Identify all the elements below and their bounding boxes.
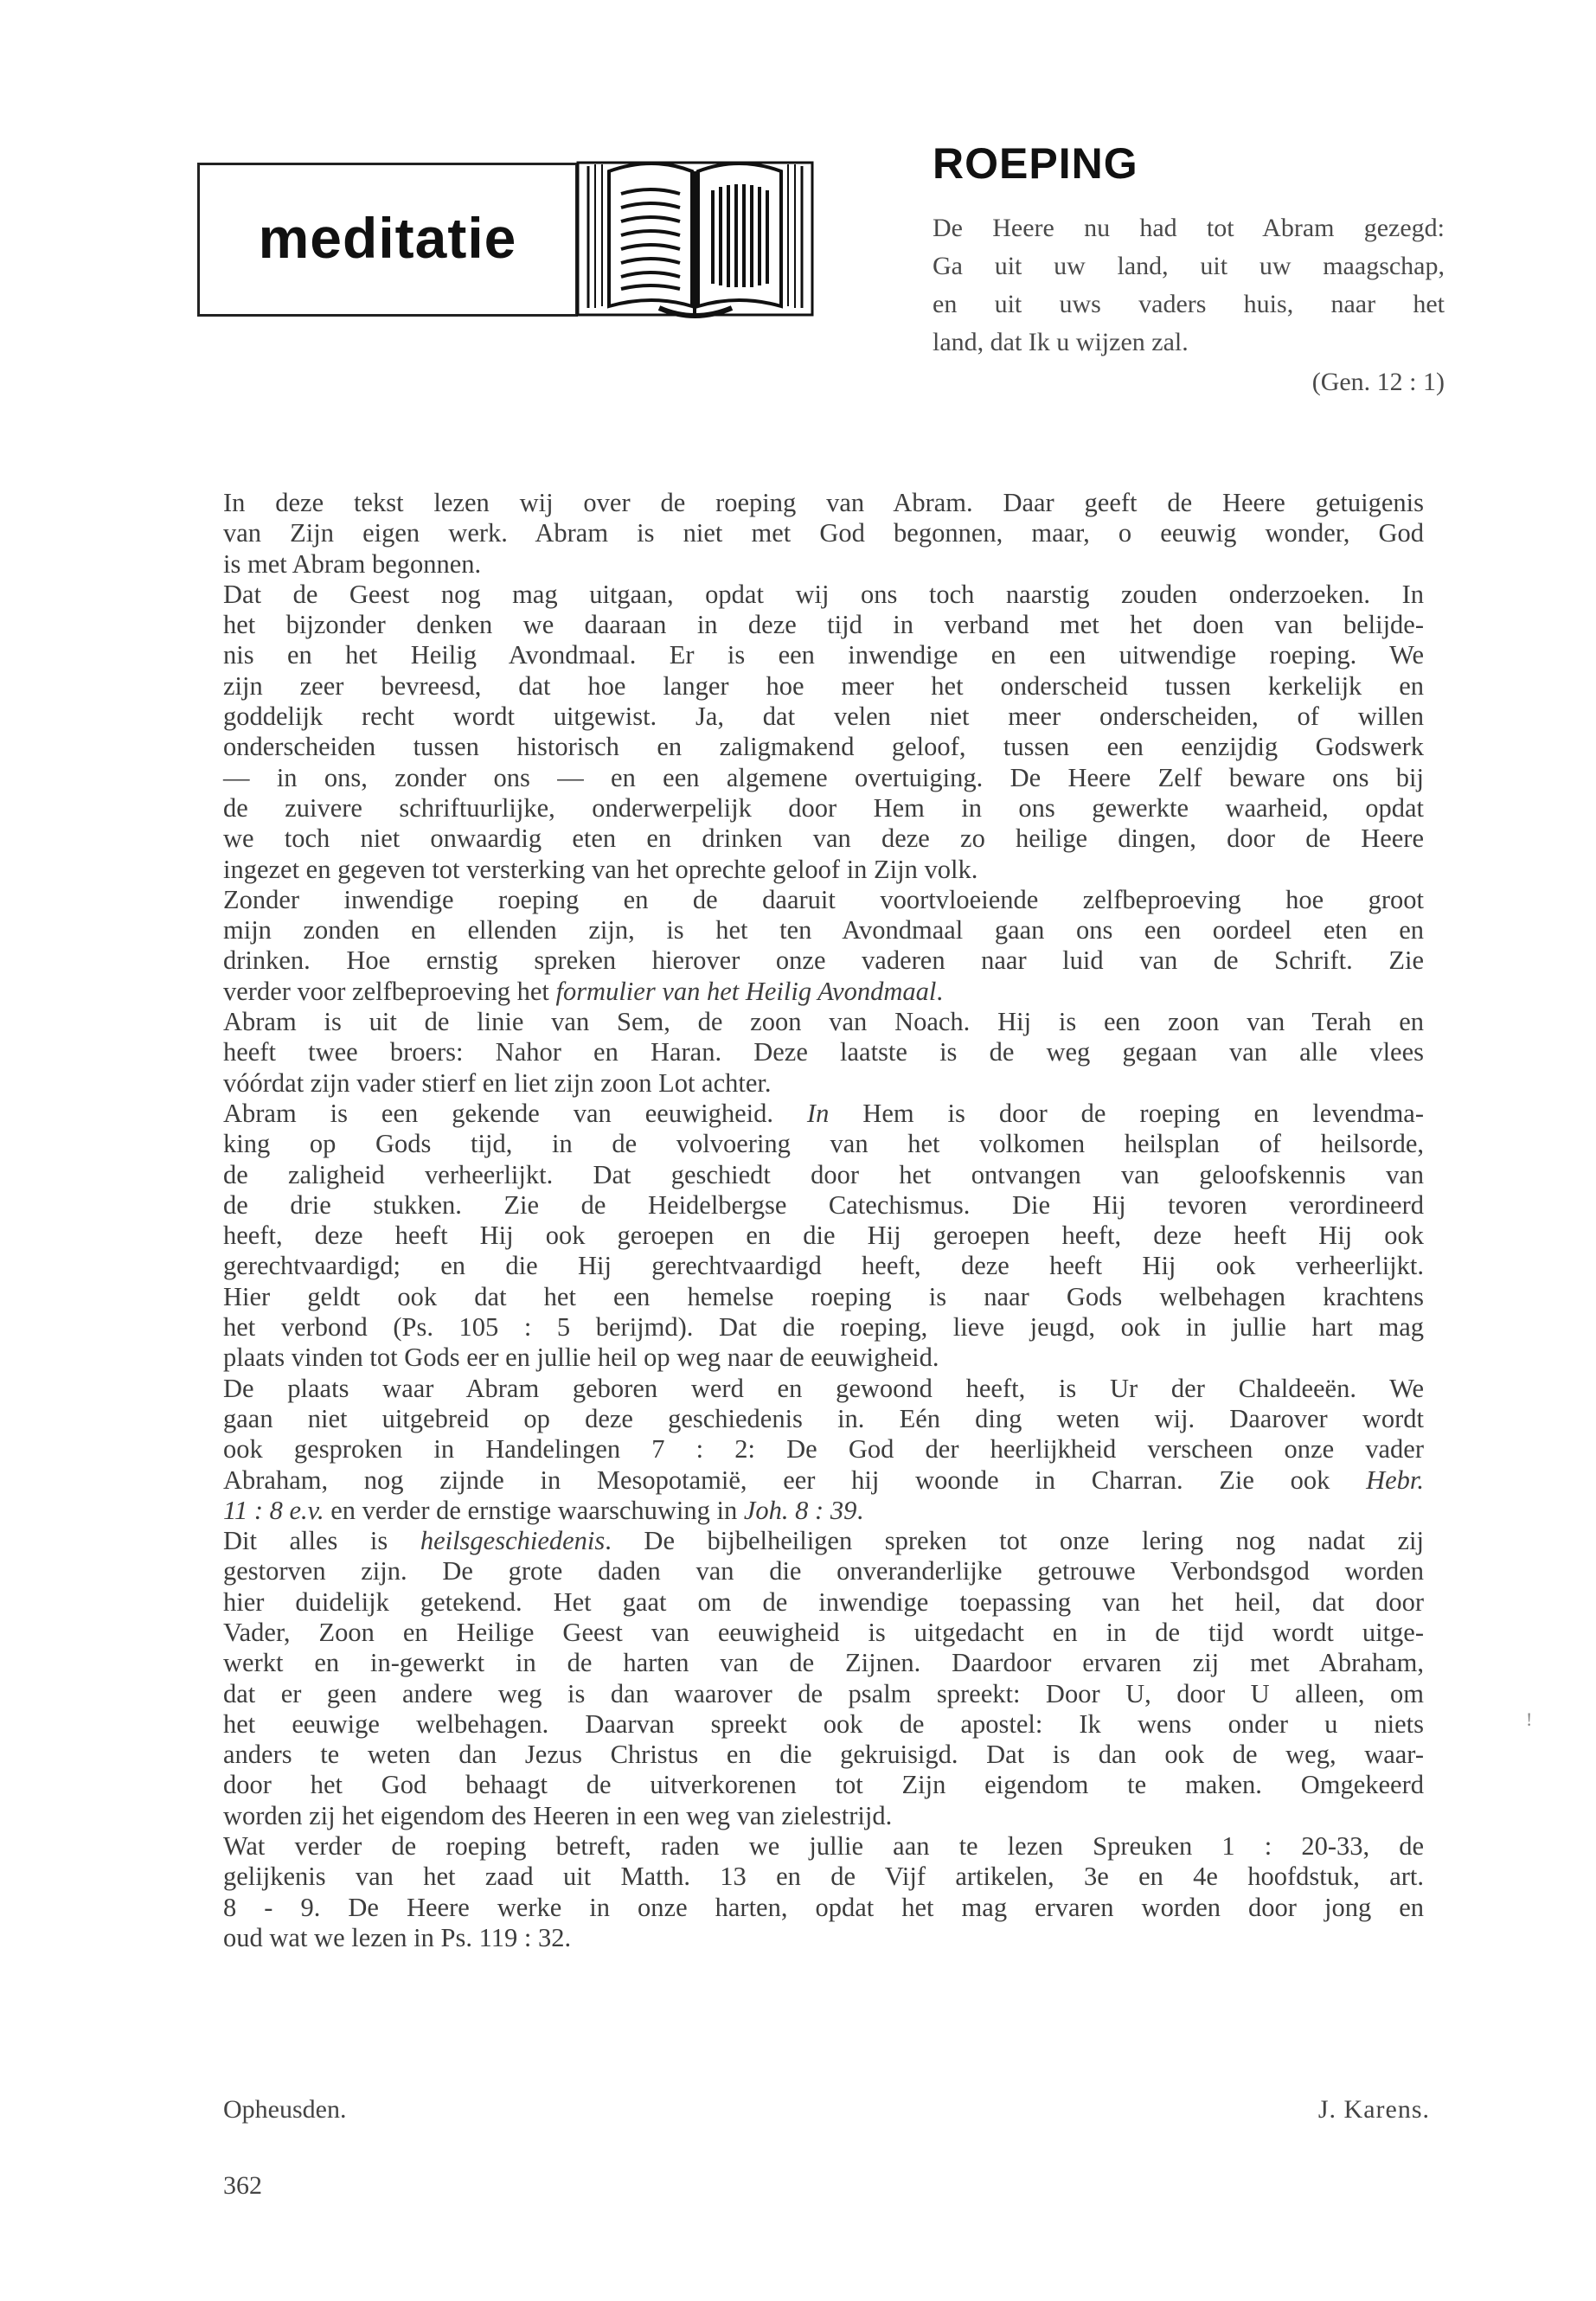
- paragraph: [223, 1831, 1424, 1953]
- body-line: van Zijn eigen werk. Abram is niet met God begonnen, maar, o eeuwig wonder, God: [223, 518, 1424, 548]
- body-line: plaats vinden tot Gods eer en jullie heil op weg naar de eeuwigheid.: [223, 1343, 939, 1373]
- body-line: de zuivere schriftuurlijke, onderwerpelijk door Hem in ons gewerkte waarheid, opdat: [223, 792, 1424, 823]
- motto-line: en uit uws vaders huis, naar het: [933, 290, 1445, 318]
- article-title: ROEPING: [933, 139, 1138, 188]
- body-line: mijn zonden en ellenden zijn, is het ten Avondmaal gaan ons een oordeel eten en: [223, 915, 1424, 945]
- body-line: gerechtvaardigd; en die Hij gerechtvaardigd heeft, deze heeft Hij ook verheerlijkt.: [223, 1251, 1424, 1281]
- body-line: ingezet en gegeven tot versterking van het oprechte geloof in Zijn volk.: [223, 854, 978, 884]
- body-line: 8 - 9. De Heere werke in onze harten, opdat het mag ervaren worden door jong en: [223, 1892, 1424, 1922]
- body-line: de drie stukken. Zie de Heidelbergse Catechismus. Die Hij tevoren verordineerd: [223, 1189, 1424, 1220]
- body-line: nis en het Heilig Avondmaal. Er is een inwendige en een uitwendige roeping. We: [223, 640, 1424, 670]
- body-line: Dat de Geest nog mag uitgaan, opdat wij ons toch naarstig zouden onderzoeken. In: [223, 579, 1424, 609]
- paragraph: [223, 488, 1424, 580]
- body-line: we toch niet onwaardig eten en drinken van deze zo heilige dingen, door de Heere: [223, 824, 1424, 854]
- body-line: gestorven zijn. De grote daden van die onveranderlijke getrouwe Verbondsgod worden: [223, 1556, 1424, 1586]
- body-line: verder voor zelfbeproeving het formulier van het Heilig Avondmaal.: [223, 976, 944, 1006]
- body-line: 11 : 8 e.v. en verder de ernstige waarschuwing in Joh. 8 : 39.: [223, 1495, 863, 1525]
- body-line: het verbond (Ps. 105 : 5 berijmd). Dat die roeping, lieve jeugd, ook in jullie hart mag: [223, 1312, 1424, 1343]
- body-line: ook gesproken in Handelingen 7 : 2: De God der heerlijkheid verscheen onze vader: [223, 1434, 1424, 1465]
- body-line: gelijkenis van het zaad uit Matth. 13 en de Vijf artikelen, 3e en 4e hoofdstuk, art.: [223, 1862, 1424, 1892]
- body-line: werkt en in-gewerkt in de harten van de Zijnen. Daardoor ervaren zij met Abraham,: [223, 1648, 1424, 1678]
- body-line: is met Abram begonnen.: [223, 548, 482, 579]
- body-line: De plaats waar Abram geboren werd en gewoond heeft, is Ur der Chaldeeën. We: [223, 1373, 1424, 1403]
- body-line: anders te weten dan Jezus Christus en die gekruisigd. Dat is dan ook de weg, waar-: [223, 1740, 1424, 1770]
- body-line: Abram is uit de linie van Sem, de zoon van Noach. Hij is een zoon van Terah en: [223, 1007, 1424, 1037]
- body-line: In deze tekst lezen wij over de roeping van Abram. Daar geeft de Heere getuigenis: [223, 488, 1424, 517]
- body-line: Wat verder de roeping betreft, raden we jullie aan te lezen Spreuken 1 : 20-33, de: [223, 1831, 1424, 1862]
- body-line: — in ons, zonder ons — en een algemene overtuiging. De Heere Zelf beware ons bij: [223, 762, 1424, 792]
- motto-reference: (Gen. 12 : 1): [1311, 368, 1445, 396]
- page-number: 362: [223, 2171, 262, 2200]
- motto-line: Ga uit uw land, uit uw maagschap,: [933, 252, 1445, 280]
- body-line: heeft twee broers: Nahor en Haran. Deze laatste is de weg gegaan van alle vlees: [223, 1037, 1424, 1067]
- body-line: dat er geen andere weg is dan waarover de psalm spreekt: Door U, door U alleen, om: [223, 1678, 1424, 1708]
- article-body: [223, 488, 1424, 1953]
- body-line: Abraham, nog zijnde in Mesopotamië, eer hij woonde in Charran. Zie ook Hebr.: [223, 1465, 1424, 1495]
- body-line: oud wat we lezen in Ps. 119 : 32.: [223, 1922, 572, 1952]
- body-line: heeft, deze heeft Hij ook geroepen en die Hij geroepen heeft, deze heeft Hij ook: [223, 1221, 1424, 1251]
- body-line: onderscheiden tussen historisch en zaligmakend geloof, tussen een eenzijdig Godswerk: [223, 732, 1424, 762]
- body-line: Vader, Zoon en Heilige Geest van eeuwigheid is uitgedacht en in de tijd wordt uitge-: [223, 1617, 1424, 1647]
- open-book-icon: [576, 154, 814, 324]
- margin-mark: !: [1526, 1708, 1533, 1730]
- paragraph: [223, 1007, 1424, 1099]
- motto-line: De Heere nu had tot Abram gezegd:: [933, 214, 1445, 242]
- section-label: meditatie: [258, 206, 517, 270]
- paragraph: [223, 885, 1424, 1007]
- body-line: drinken. Hoe ernstig spreken hierover onze vaderen naar luid van de Schrift. Zie: [223, 945, 1424, 976]
- body-line: goddelijk recht wordt uitgewist. Ja, dat velen niet meer onderscheiden, of willen: [223, 702, 1424, 732]
- body-line: Dit alles is heilsgeschiedenis. De bijbelheiligen spreken tot onze lering nog nadat zij: [223, 1526, 1424, 1556]
- body-line: de zaligheid verheerlijkt. Dat geschiedt door het ontvangen van geloofskennis van: [223, 1159, 1424, 1189]
- paragraph: [223, 580, 1424, 885]
- motto-line: land, dat Ik u wijzen zal.: [933, 328, 1189, 356]
- body-line: vóórdat zijn vader stierf en liet zijn zoon Lot achter.: [223, 1067, 772, 1098]
- section-label-box: [197, 163, 578, 317]
- body-line: gaan niet uitgebreid op deze geschiedenis in. Eén ding weten wij. Daarover wordt: [223, 1403, 1424, 1433]
- place-signature: Opheusden.: [223, 2095, 347, 2124]
- motto-quote: [933, 209, 1445, 401]
- paragraph: [223, 1099, 1424, 1374]
- body-line: door het God behaagt de uitverkorenen tot Zijn eigendom te maken. Omgekeerd: [223, 1770, 1424, 1800]
- body-line: hier duidelijk getekend. Het gaat om de inwendige toepassing van het heil, dat door: [223, 1586, 1424, 1617]
- body-line: het bijzonder denken we daaraan in deze tijd in verband met het doen van belijde-: [223, 610, 1424, 640]
- paragraph: [223, 1526, 1424, 1831]
- paragraph: [223, 1374, 1424, 1526]
- body-line: Zonder inwendige roeping en de daaruit voortvloeiende zelfbeproeving hoe groot: [223, 884, 1424, 914]
- body-line: het eeuwige welbehagen. Daarvan spreekt ook de apostel: Ik wens onder u niets: [223, 1708, 1424, 1739]
- author-signature: J. Karens.: [1317, 2095, 1430, 2124]
- body-line: king op Gods tijd, in de volvoering van het volkomen heilsplan of heilsorde,: [223, 1129, 1424, 1159]
- body-line: worden zij het eigendom des Heeren in een weg van zielestrijd.: [223, 1800, 893, 1830]
- body-line: Hier geldt ook dat het een hemelse roeping is naar Gods welbehagen krachtens: [223, 1281, 1424, 1311]
- body-line: Abram is een gekende van eeuwigheid. In Hem is door de roeping en levendma-: [223, 1098, 1424, 1128]
- body-line: zijn zeer bevreesd, dat hoe langer hoe meer het onderscheid tussen kerkelijk en: [223, 670, 1424, 701]
